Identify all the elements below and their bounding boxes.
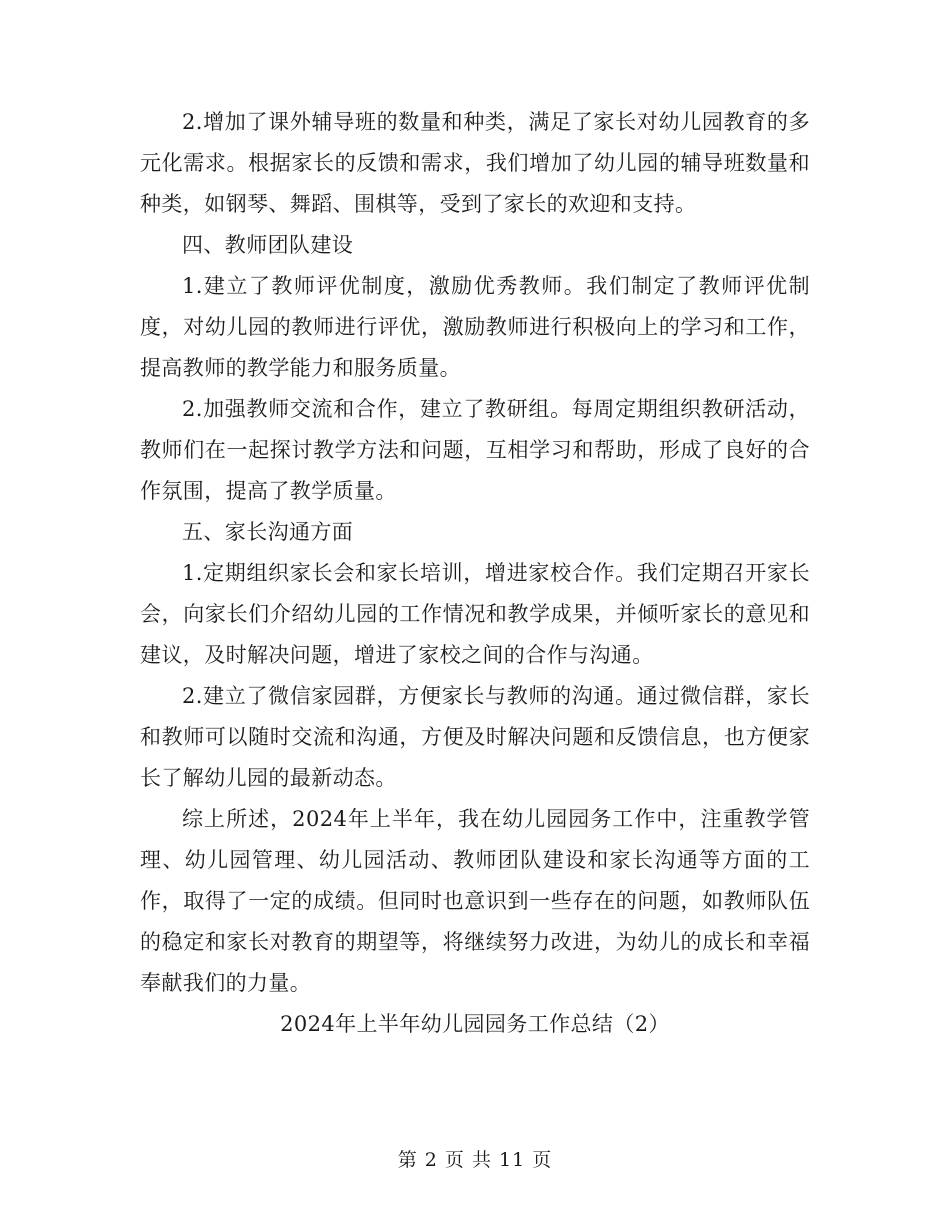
paragraph-summary: 综上所述，2024年上半年，我在幼儿园园务工作中，注重教学管理、幼儿园管理、幼儿园活动、教师团队建设和家长沟通等方面的工作，取得了一定的成绩。但同时也意识到一些存在的问题，如教师队伍的稳定和家长对教育的期望等，将继续努力改进，为幼儿的成长和幸福奉献我们的力量。 [140,807,810,995]
section-heading-teacher-team: 四、教师团队建设 [182,233,354,257]
paragraph-wechat-group: 2.建立了微信家园群，方便家长与教师的沟通。通过微信群，家长和教师可以随时交流和沟通，方便及时解决问题和反馈信息，也方便家长了解幼儿园的最新动态。 [140,684,810,790]
paragraph-tutoring-classes: 2.增加了课外辅导班的数量和种类，满足了家长对幼儿园教育的多元化需求。根据家长的反馈和需求，我们增加了幼儿园的辅导班数量和种类，如钢琴、舞蹈、围棋等，受到了家长的欢迎和支持。 [140,110,810,216]
document-body [140,102,810,1045]
paragraph-parent-meetings: 1.定期组织家长会和家长培训，增进家校合作。我们定期召开家长会，向家长们介绍幼儿园的工作情况和教学成果，并倾听家长的意见和建议，及时解决问题，增进了家校之间的合作与沟通。 [140,561,810,667]
page-footer: 第 2 页 共 11 页 [397,1149,553,1171]
section-heading-parent-communication: 五、家长沟通方面 [182,520,354,544]
paragraph-teaching-research-group: 2.加强教师交流和合作，建立了教研组。每周定期组织教研活动，教师们在一起探讨教学方法和问题，互相学习和帮助，形成了良好的合作氛围，提高了教学质量。 [140,397,810,503]
document-title: 2024年上半年幼儿园园务工作总结（2） [280,1012,670,1036]
paragraph-teacher-evaluation: 1.建立了教师评优制度，激励优秀教师。我们制定了教师评优制度，对幼儿园的教师进行评优，激励教师进行积极向上的学习和工作，提高教师的教学能力和服务质量。 [140,274,810,380]
